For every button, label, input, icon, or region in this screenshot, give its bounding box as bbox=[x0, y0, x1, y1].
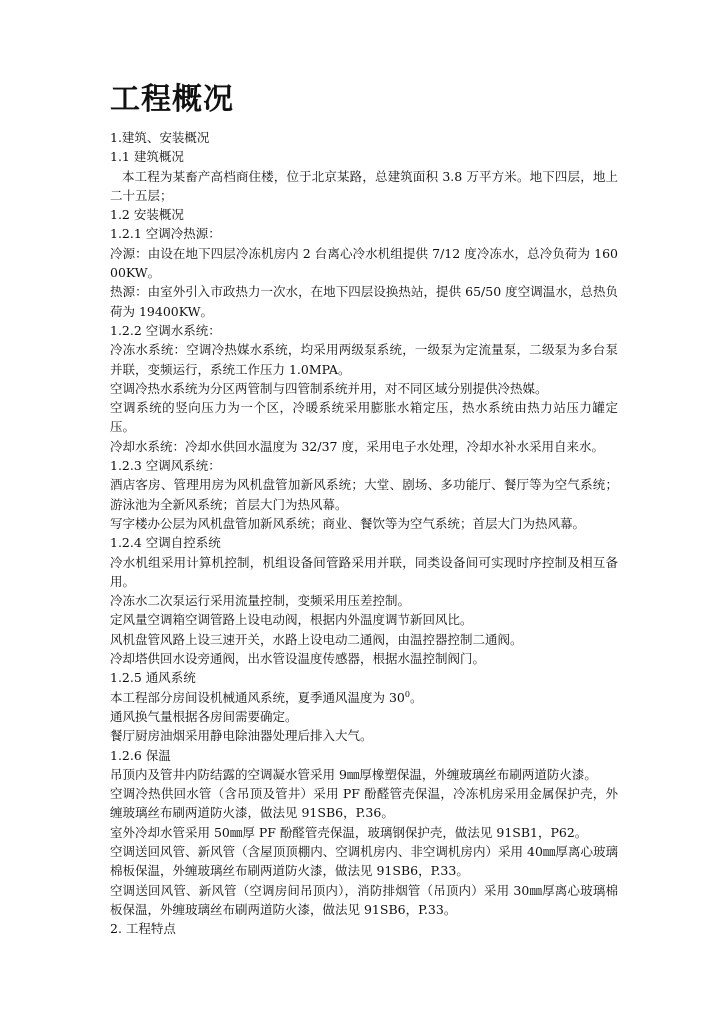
control-text-4: 风机盘管风路上设三速开关，水路上设电动二通阀，由温控器控制二通阀。 bbox=[110, 631, 523, 647]
section-heading-1-2-4: 1.2.4 空调自控系统 bbox=[110, 535, 221, 551]
zoning-text: 空调冷热水系统为分区两管制与四管制系统并用，对不同区域分别提供冷热媒。 bbox=[110, 380, 548, 396]
ventilation-text-2: 通风换气量根据各房间需要确定。 bbox=[110, 708, 298, 724]
control-text-1: 冷水机组采用计算机控制，机组设备间管路采用并联，同类设备间可实现时序控制及相互备用。 bbox=[110, 554, 618, 589]
insulation-text-1: 吊顶内及管井内防结露的空调凝水管采用 9㎜厚橡塑保温，外缠玻璃丝布刷两道防火漆。 bbox=[110, 766, 597, 782]
chilled-water-text: 冷冻水系统：空调冷热媒水系统，均采用两级泵系统，一级泵为定流量泵，二级泵为多台泵并联，变频运行，系统工作压力 1.0MPA。 bbox=[110, 342, 618, 377]
document-body bbox=[110, 128, 618, 938]
page-title: 工程概况 bbox=[110, 82, 234, 117]
section-heading-1-1: 1.1 建筑概况 bbox=[110, 149, 184, 165]
section-heading-1-2-3: 1.2.3 空调风系统： bbox=[110, 458, 221, 474]
section-heading-1-2-1: 1.2.1 空调冷热源： bbox=[110, 226, 221, 242]
control-text-2: 冷冻水二次泵运行采用流量控制，变频采用压差控制。 bbox=[110, 593, 411, 609]
cooling-water-text: 冷却水系统：冷却水供回水温度为 32/37 度，采用电子水处理，冷却水补水采用自来水。 bbox=[110, 438, 604, 454]
insulation-text-5: 空调送回风管、新风管（空调房间吊顶内），消防排烟管（吊顶内）采用 30㎜厚离心玻璃棉板保温，外缠玻璃丝布刷两道防火漆，做法见 91SB6，P.33。 bbox=[110, 882, 618, 917]
ventilation-text-1-main: 本工程部分房间设机械通风系统，夏季通风温度为 30 bbox=[110, 689, 405, 705]
pressure-text: 空调系统的竖向压力为一个区，冷暖系统采用膨胀水箱定压，热水系统由热力站压力罐定压。 bbox=[110, 400, 618, 435]
section-heading-1-2-5: 1.2.5 通风系统 bbox=[110, 670, 196, 686]
section-heading-1-2-2: 1.2.2 空调水系统： bbox=[110, 322, 221, 338]
section-heading-1-2: 1.2 安装概况 bbox=[110, 207, 184, 223]
air-system-text-1: 酒店客房、管理用房为风机盘管加新风系统；大堂、剧场、多功能厅、餐厅等为空气系统；游泳池为全新风系统；首层大门为热风幕。 bbox=[110, 477, 618, 512]
insulation-text-2: 空调冷热供回水管（含吊顶及管井）采用 PF 酚醛管壳保温，冷冻机房采用金属保护壳，外缠玻璃丝布刷两道防火漆，做法见 91SB6，P.36。 bbox=[110, 786, 618, 821]
cold-source-text: 冷源：由设在地下四层冷冻机房内 2 台离心冷水机组提供 7/12 度冷冻水，总冷负荷为 16000KW。 bbox=[110, 245, 618, 281]
ventilation-degree-superscript: 0 bbox=[404, 689, 410, 699]
ventilation-text-1-end: 。 bbox=[409, 689, 423, 705]
control-text-5: 冷却塔供回水设旁通阀，出水管设温度传感器，根据水温控制阀门。 bbox=[110, 651, 486, 667]
section-heading-1-2-6: 1.2.6 保温 bbox=[110, 747, 171, 763]
ventilation-text-1 bbox=[110, 688, 618, 707]
building-overview-text: 本工程为某畜产高档商住楼，位于北京某路，总建筑面积 3.8 万平方米。地下四层，地上二十五层； bbox=[110, 168, 618, 203]
section-heading-2: 2. 工程特点 bbox=[110, 921, 176, 937]
insulation-text-3: 室外冷却水管采用 50㎜厚 PF 酚醛管壳保温，玻璃钢保护壳，做法见 91SB1，P62。 bbox=[110, 824, 588, 840]
insulation-text-4: 空调送回风管、新风管（含屋顶顶棚内、空调机房内、非空调机房内）采用 40㎜厚离心玻璃棉板保温，外缠玻璃丝布刷两道防火漆，做法见 91SB6，P.33。 bbox=[110, 843, 618, 879]
section-heading-1: 1.建筑、安装概况 bbox=[110, 130, 210, 145]
heat-source-text: 热源：由室外引入市政热力一次水，在地下四层设换热站，提供 65/50 度空调温水，总热负荷为 19400KW。 bbox=[110, 284, 618, 319]
ventilation-text-3: 餐厅厨房油烟采用静电除油器处理后排入大气。 bbox=[110, 728, 373, 744]
control-text-3: 定风量空调箱空调管路上设电动阀，根据内外温度调节新回风比。 bbox=[110, 612, 473, 628]
air-system-text-2: 写字楼办公层为风机盘管加新风系统；商业、餐饮等为空气系统；首层大门为热风幕。 bbox=[110, 515, 586, 531]
